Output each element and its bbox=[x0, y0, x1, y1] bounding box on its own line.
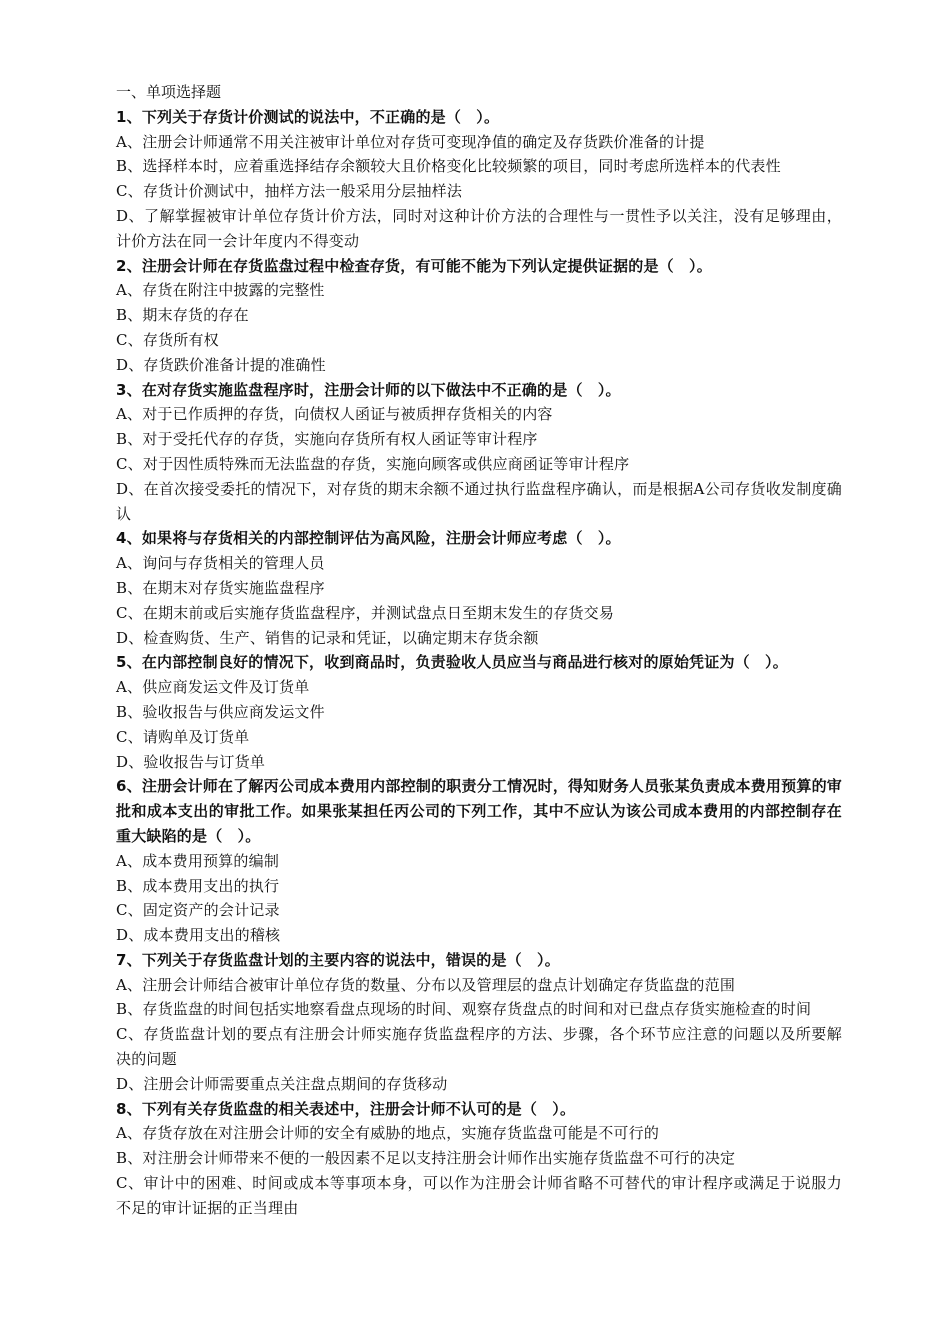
question-option: A、注册会计师结合被审计单位存货的数量、分布以及管理层的盘点计划确定存货监盘的范围 bbox=[116, 975, 736, 994]
question-option: C、请购单及订货单 bbox=[116, 727, 250, 746]
question-option: D、检查购货、生产、销售的记录和凭证，以确定期末存货余额 bbox=[116, 628, 539, 647]
question-block bbox=[116, 650, 842, 774]
question-block bbox=[116, 1097, 842, 1221]
question-option: A、对于已作质押的存货，向债权人函证与被质押存货相关的内容 bbox=[116, 405, 553, 424]
question-option: A、存货在附注中披露的完整性 bbox=[116, 281, 325, 300]
question-list bbox=[116, 105, 842, 1221]
question-option: D、存货跌价准备计提的准确性 bbox=[116, 355, 326, 374]
question-option: C、存货监盘计划的要点有注册会计师实施存货监盘程序的方法、步骤，各个环节应注意的问题以及所要解决的问题 bbox=[116, 1025, 842, 1069]
question-option: D、了解掌握被审计单位存货计价方法，同时对这种计价方法的合理性与一贯性予以关注，没有足够理由，计价方法在同一会计年度内不得变动 bbox=[116, 206, 842, 250]
question-option: A、供应商发运文件及订货单 bbox=[116, 678, 310, 697]
question-block bbox=[116, 774, 842, 948]
question-option: C、对于因性质特殊而无法监盘的存货，实施向顾客或供应商函证等审计程序 bbox=[116, 454, 630, 473]
question-option: B、存货监盘的时间包括实地察看盘点现场的时间、观察存货盘点的时间和对已盘点存货实施检查的时间 bbox=[116, 1000, 812, 1019]
question-stem: 7、下列关于存货监盘计划的主要内容的说法中，错误的是（ ）。 bbox=[116, 950, 560, 969]
document-content bbox=[116, 80, 842, 1221]
question-option: C、存货所有权 bbox=[116, 330, 219, 349]
question-option: B、对于受托代存的存货，实施向存货所有权人函证等审计程序 bbox=[116, 430, 538, 449]
question-stem: 8、下列有关存货监盘的相关表述中，注册会计师不认可的是（ ）。 bbox=[116, 1099, 576, 1118]
question-option: B、期末存货的存在 bbox=[116, 306, 249, 325]
question-stem: 3、在对存货实施监盘程序时，注册会计师的以下做法中不正确的是（ ）。 bbox=[116, 380, 621, 399]
question-block bbox=[116, 378, 842, 527]
question-block bbox=[116, 526, 842, 650]
question-stem: 6、注册会计师在了解丙公司成本费用内部控制的职责分工情况时，得知财务人员张某负责成本费用预算的审批和成本支出的审批工作。如果张某担任丙公司的下列工作，其中不应认为该公司成本费用的内部控制存在重大缺陷的是（ ）。 bbox=[116, 777, 842, 845]
question-option: B、对注册会计师带来不便的一般因素不足以支持注册会计师作出实施存货监盘不可行的决定 bbox=[116, 1149, 736, 1168]
question-option: C、存货计价测试中，抽样方法一般采用分层抽样法 bbox=[116, 182, 463, 201]
question-stem: 2、注册会计师在存货监盘过程中检查存货，有可能不能为下列认定提供证据的是（ ）。 bbox=[116, 256, 712, 275]
question-option: D、成本费用支出的稽核 bbox=[116, 926, 281, 945]
question-option: B、选择样本时，应着重选择结存余额较大且价格变化比较频繁的项目，同时考虑所选样本的代表性 bbox=[116, 157, 781, 176]
question-option: B、在期末对存货实施监盘程序 bbox=[116, 578, 325, 597]
question-stem: 5、在内部控制良好的情况下，收到商品时，负责验收人员应当与商品进行核对的原始凭证为（ ）。 bbox=[116, 653, 788, 672]
question-option: D、在首次接受委托的情况下，对存货的期末余额不通过执行监盘程序确认，而是根据A公司存货收发制度确认 bbox=[116, 479, 842, 523]
question-option: B、验收报告与供应商发运文件 bbox=[116, 702, 325, 721]
question-stem: 1、下列关于存货计价测试的说法中，不正确的是（ ）。 bbox=[116, 107, 500, 126]
question-option: C、固定资产的会计记录 bbox=[116, 901, 280, 920]
question-option: C、审计中的困难、时间或成本等事项本身，可以作为注册会计师省略不可替代的审计程序或满足于说服力不足的审计证据的正当理由 bbox=[116, 1174, 842, 1217]
question-stem: 4、如果将与存货相关的内部控制评估为高风险，注册会计师应考虑（ ）。 bbox=[116, 529, 621, 548]
question-block bbox=[116, 254, 842, 378]
question-option: A、成本费用预算的编制 bbox=[116, 851, 280, 870]
question-option: D、验收报告与订货单 bbox=[116, 752, 266, 771]
question-block bbox=[116, 105, 842, 254]
question-option: D、注册会计师需要重点关注盘点期间的存货移动 bbox=[116, 1074, 448, 1093]
question-option: C、在期末前或后实施存货监盘程序，并测试盘点日至期末发生的存货交易 bbox=[116, 603, 615, 622]
question-option: A、注册会计师通常不用关注被审计单位对存货可变现净值的确定及存货跌价准备的计提 bbox=[116, 132, 705, 151]
section-title: 一、单项选择题 bbox=[116, 83, 222, 101]
question-option: A、询问与存货相关的管理人员 bbox=[116, 554, 325, 573]
question-option: A、存货存放在对注册会计师的安全有威胁的地点，实施存货监盘可能是不可行的 bbox=[116, 1124, 660, 1143]
question-block bbox=[116, 948, 842, 1097]
question-option: B、成本费用支出的执行 bbox=[116, 876, 280, 895]
